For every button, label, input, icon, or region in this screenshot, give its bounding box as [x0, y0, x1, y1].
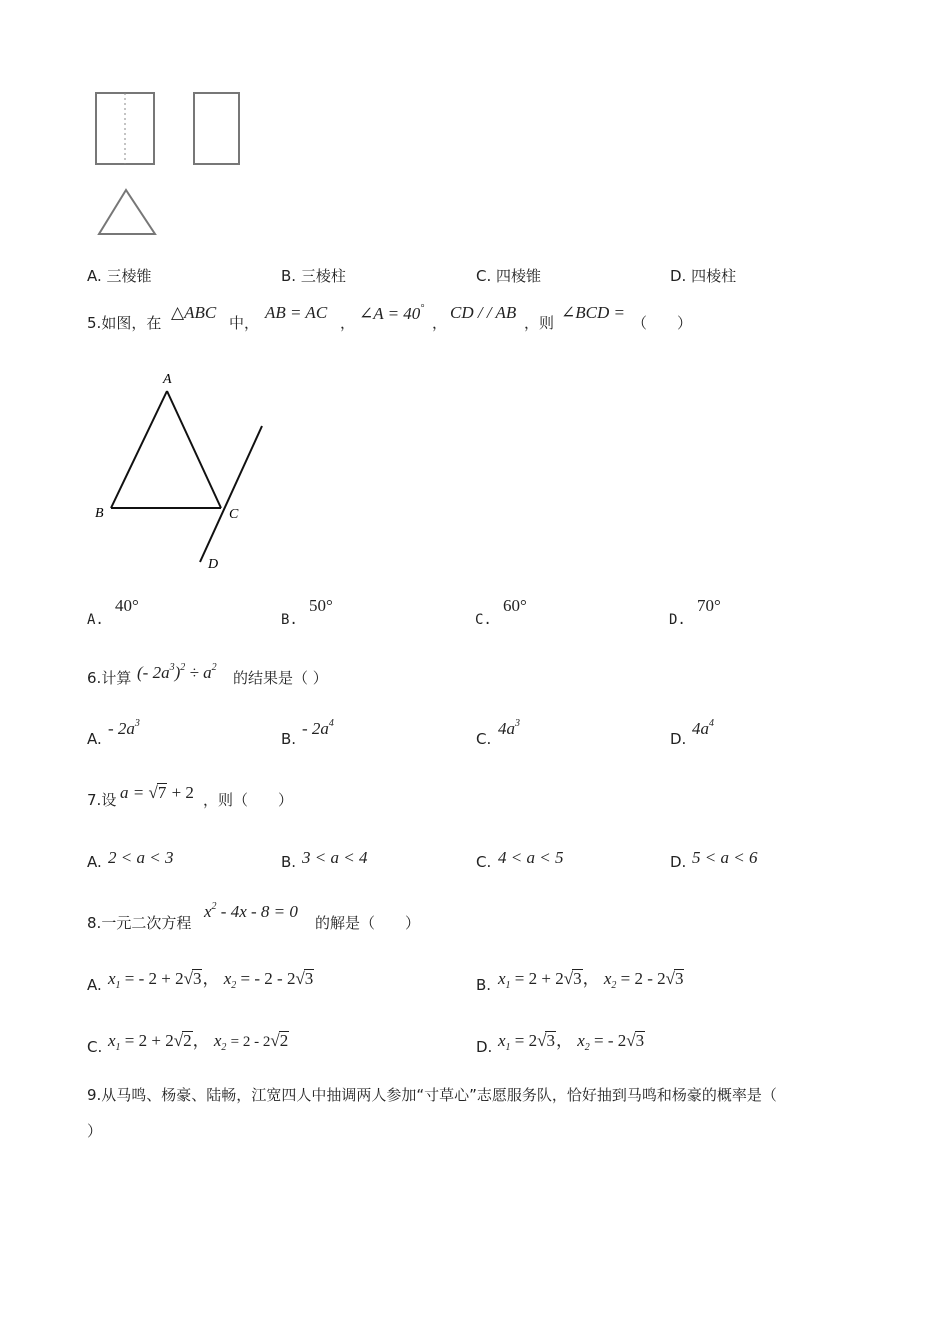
q7-option-b-value: 3 < a < 4 [302, 848, 368, 867]
triangle-figure [88, 366, 278, 578]
q5-comma-2: ， [432, 314, 448, 332]
q8-option-c-letter: C. [87, 1038, 103, 1056]
q4-option-b: B. 三棱柱 [281, 267, 346, 285]
q7-option-b-letter: B. [281, 853, 297, 871]
q7-expression: a = √7 + 2 [120, 783, 194, 802]
q7-option-c-value: 4 < a < 5 [498, 848, 564, 867]
q5-option-c-letter: C. [475, 612, 492, 628]
top-view-triangle [99, 190, 155, 234]
label-d: D [208, 557, 219, 572]
side-ab [111, 391, 167, 508]
q5-stem: 5.如图，在 [87, 314, 162, 332]
q5-option-a-letter: A. [87, 612, 104, 628]
q7-suffix: ，则（ ） [203, 791, 294, 809]
side-view [194, 93, 239, 164]
q5-option-a-value: 40° [115, 596, 139, 615]
line-cd [200, 426, 262, 562]
q6-suffix: 的结果是（ ） [233, 669, 328, 687]
q6-expression: (- $2a^3)^2 \div a^2$ [137, 662, 217, 682]
q5-option-d-value: 70° [697, 596, 721, 615]
q5-option-b-value: 50° [309, 596, 333, 615]
q5-stem-mid: 中， [229, 314, 260, 332]
q5-option-d-letter: D. [669, 612, 686, 628]
q6-option-c: C. [476, 730, 492, 748]
q5-option-b-letter: B. [281, 612, 298, 628]
side-ac [167, 391, 221, 508]
q6-stem: 6.计算 [87, 669, 132, 687]
q6-option-c-value: $4a^3$ [498, 718, 520, 738]
q7-option-d-letter: D. [670, 853, 687, 871]
q5-option-c-value: 60° [503, 596, 527, 615]
q5-stem-end: ，则 [524, 314, 555, 332]
q6-option-a-value: - $2a^3$ [108, 718, 140, 738]
q6-option-b: B. [281, 730, 297, 748]
q8-suffix: 的解是（ ） [315, 914, 421, 932]
three-views-figure [90, 88, 250, 242]
q6-option-b-value: - $2a^4$ [302, 718, 334, 738]
q7-option-c-letter: C. [476, 853, 492, 871]
q5-paren: （ ） [632, 314, 693, 332]
q8-option-a-letter: A. [87, 976, 102, 994]
q7-stem: 7.设 [87, 791, 117, 809]
q6-option-d: D. [670, 730, 687, 748]
q8-option-d-value: $x_1 = 2√3$， $x_2$ = - 2√3 [498, 1031, 645, 1053]
q9-stem-line-2: ） [87, 1122, 103, 1140]
q5-condition-2: ∠A = 40° [359, 303, 425, 323]
q7-option-a-value: 2 < a < 3 [108, 848, 174, 867]
q4-option-d: D. 四棱柱 [670, 267, 737, 285]
q8-option-b-letter: B. [476, 976, 492, 994]
label-a: A [163, 372, 172, 387]
q8-option-b-value: $x_1 = 2 + 2√3$， $x_2 = 2 - 2√3$ [498, 969, 684, 991]
q5-comma-1: ， [340, 314, 356, 332]
q8-equation: $x^2 - 4x - 8 = 0$ [204, 901, 298, 921]
q5-condition-1: AB = AC [265, 303, 328, 322]
q5-triangle: △ABC [171, 303, 217, 322]
label-b: B [95, 506, 104, 521]
label-c: C [229, 507, 239, 522]
q8-stem: 8.一元二次方程 [87, 914, 192, 932]
q8-option-c-value: $x_1 = 2 + 2√2$， $x_2 = 2 - 2√2$ [108, 1031, 289, 1053]
q7-option-d-value: 5 < a < 6 [692, 848, 758, 867]
q4-option-c: C. 四棱锥 [476, 267, 542, 285]
q7-option-a-letter: A. [87, 853, 102, 871]
q6-option-a: A. [87, 730, 102, 748]
q6-option-d-value: $4a^4$ [692, 718, 714, 738]
q9-stem-line-1: 9.从马鸣、杨豪、陆畅，江宽四人中抽调两人参加“寸草心”志愿服务队，恰好抽到马鸣和杨豪的概率是（ [87, 1086, 777, 1104]
q8-option-d-letter: D. [476, 1038, 493, 1056]
q8-option-a-value: $x_1$ = - 2 + 2√3， $x_2$ = - 2 - 2√3 [108, 969, 314, 991]
q5-condition-3: CD / / AB [450, 303, 517, 322]
q5-question: ∠BCD = [561, 303, 625, 322]
q4-option-a: A. 三棱锥 [87, 267, 152, 285]
